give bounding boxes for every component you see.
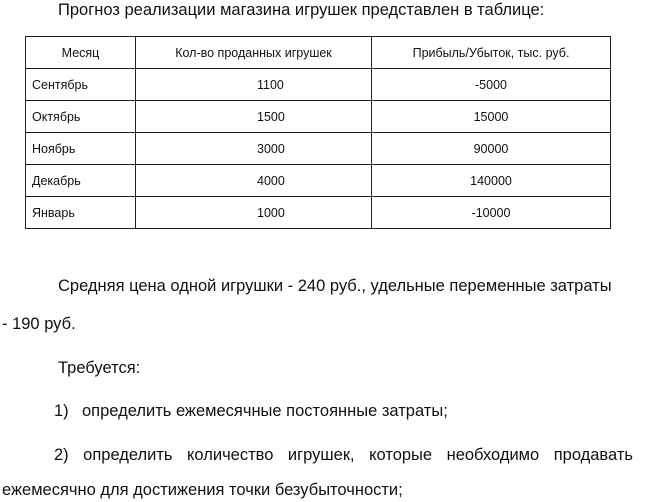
cell-month: Октябрь <box>26 101 136 133</box>
cell-profit: 90000 <box>372 133 611 165</box>
task-item-2-line-2: ежемесячно для достижения точки безубыточности; <box>2 481 403 499</box>
price-paragraph-line-1: Средняя цена одной игрушки - 240 руб., удельные переменные затраты <box>58 277 612 295</box>
required-label: Требуется: <box>58 359 141 377</box>
cell-quantity: 1000 <box>136 197 372 229</box>
cell-profit: -5000 <box>372 69 611 101</box>
forecast-table <box>25 36 611 229</box>
task-item-1 <box>54 399 448 423</box>
header-month: Месяц <box>26 37 136 69</box>
cell-quantity: 4000 <box>136 165 372 197</box>
cell-profit: -10000 <box>372 197 611 229</box>
cell-quantity: 1500 <box>136 101 372 133</box>
task-item-2-line-1 <box>54 443 633 467</box>
cell-month: Ноябрь <box>26 133 136 165</box>
task-item-2-text-line-1: определить количество игрушек, которые необходимо продавать <box>83 446 633 464</box>
header-profit: Прибыль/Убыток, тыс. руб. <box>372 37 611 69</box>
header-quantity: Кол-во проданных игрушек <box>136 37 372 69</box>
table-row <box>26 197 611 229</box>
table-header-row <box>26 37 611 69</box>
intro-text: Прогноз реализации магазина игрушек представлен в таблице: <box>58 1 545 19</box>
cell-profit: 140000 <box>372 165 611 197</box>
table-row <box>26 101 611 133</box>
task-item-1-text: определить ежемесячные постоянные затраты; <box>82 402 448 420</box>
table-row <box>26 165 611 197</box>
task-item-1-number: 1) <box>54 402 69 420</box>
cell-month: Декабрь <box>26 165 136 197</box>
cell-quantity: 1100 <box>136 69 372 101</box>
cell-month: Сентябрь <box>26 69 136 101</box>
task-item-2-number: 2) <box>54 446 69 464</box>
cell-profit: 15000 <box>372 101 611 133</box>
price-paragraph-line-2: - 190 руб. <box>2 315 76 333</box>
cell-quantity: 3000 <box>136 133 372 165</box>
cell-month: Январь <box>26 197 136 229</box>
table-row <box>26 133 611 165</box>
table-row <box>26 69 611 101</box>
